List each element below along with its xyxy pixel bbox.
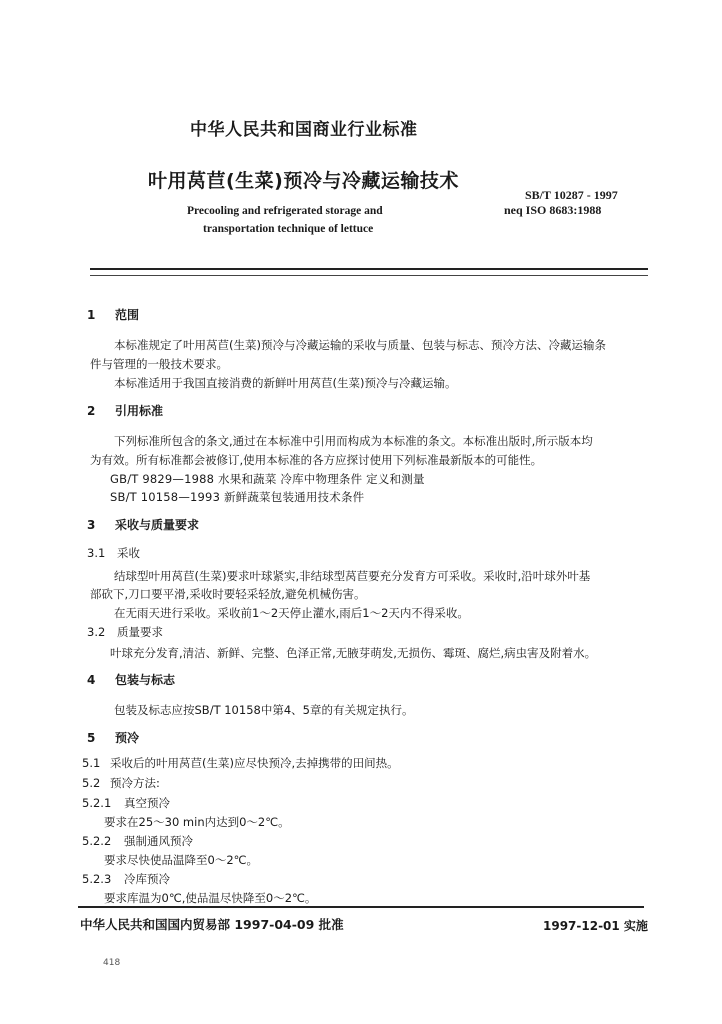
english-title-line2: transportation technique of lettuce <box>203 223 374 235</box>
standard-code: SB/T 10287 - 1997 <box>525 188 618 202</box>
section-5-2-3-heading: 5.2.3 冷库预冷 <box>82 872 170 886</box>
header-divider <box>90 268 648 270</box>
section-4-heading: 4 包装与标志 <box>87 673 176 687</box>
section-3-heading: 3 采收与质量要求 <box>87 518 200 532</box>
section-5-2-1-text: 要求在25～30 min内达到0～2℃。 <box>104 815 290 829</box>
english-title-line1: Precooling and refrigerated storage and <box>187 205 383 217</box>
footer-divider <box>78 906 644 908</box>
section-5-2-1-heading: 5.2.1 真空预冷 <box>82 796 170 810</box>
section-5-1: 5.1 采收后的叶用莴苣(生菜)应尽快预冷,去掉携带的田间热。 <box>82 756 399 770</box>
section-5-2: 5.2 预冷方法: <box>82 776 160 790</box>
section-1-heading: 1 范围 <box>87 308 140 322</box>
page-number: 418 <box>103 958 121 968</box>
approval-date: 中华人民共和国国内贸易部 1997-04-09 批准 <box>80 917 344 932</box>
section-1-para2: 本标准适用于我国直接消费的新鲜叶用莴苣(生菜)预冷与冷藏运输。 <box>114 376 457 390</box>
section-5-2-3-text: 要求库温为0℃,使品温尽快降至0～2℃。 <box>104 891 317 905</box>
section-5-2-2-text: 要求尽快使品温降至0～2℃。 <box>104 853 259 867</box>
section-5-heading: 5 预冷 <box>87 731 140 745</box>
section-2-para1-line1: 下列标准所包含的条文,通过在本标准中引用而构成为本标准的条文。本标准出版时,所示版本均 <box>114 434 593 448</box>
standard-title: 叶用莴苣(生菜)预冷与冷藏运输技术 <box>148 170 459 192</box>
section-4-para1: 包装及标志应按SB/T 10158中第4、5章的有关规定执行。 <box>114 703 414 717</box>
reference-standard-2: SB/T 10158—1993 新鲜蔬菜包装通用技术条件 <box>110 490 365 504</box>
section-3-2-line1: 叶球充分发育,清洁、新鲜、完整、色泽正常,无腋芽萌发,无损伤、霉斑、腐烂,病虫害及附着水。 <box>110 646 597 660</box>
section-3-1-heading: 3.1 采收 <box>87 546 140 560</box>
section-3-1-line1: 结球型叶用莴苣(生菜)要求叶球紧实,非结球型莴苣要充分发育方可采收。采收时,沿叶球外叶基 <box>114 569 591 583</box>
implementation-date: 1997-12-01 实施 <box>543 919 648 933</box>
section-2-para1-line2: 为有效。所有标准都会被修订,使用本标准的各方应探讨使用下列标准最新版本的可能性。 <box>90 453 543 467</box>
section-3-1-line2: 部砍下,刀口要平滑,采收时要轻采轻放,避免机械伤害。 <box>90 587 366 601</box>
header-divider-thin <box>90 275 648 276</box>
section-2-heading: 2 引用标准 <box>87 404 164 418</box>
section-3-2-heading: 3.2 质量要求 <box>87 625 163 639</box>
section-1-para1-line2: 件与管理的一般技术要求。 <box>90 357 228 371</box>
section-5-2-2-heading: 5.2.2 强制通风预冷 <box>82 834 193 848</box>
section-3-1-line3: 在无雨天进行采收。采收前1～2天停止灌水,雨后1～2天内不得采收。 <box>114 606 469 620</box>
standard-equivalence: neq ISO 8683:1988 <box>504 203 602 217</box>
section-1-para1-line1: 本标准规定了叶用莴苣(生菜)预冷与冷藏运输的采收与质量、包装与标志、预冷方法、冷藏运输条 <box>114 338 606 352</box>
issuing-body-title: 中华人民共和国商业行业标准 <box>190 120 418 140</box>
reference-standard-1: GB/T 9829—1988 水果和蔬菜 冷库中物理条件 定义和测量 <box>110 472 425 486</box>
